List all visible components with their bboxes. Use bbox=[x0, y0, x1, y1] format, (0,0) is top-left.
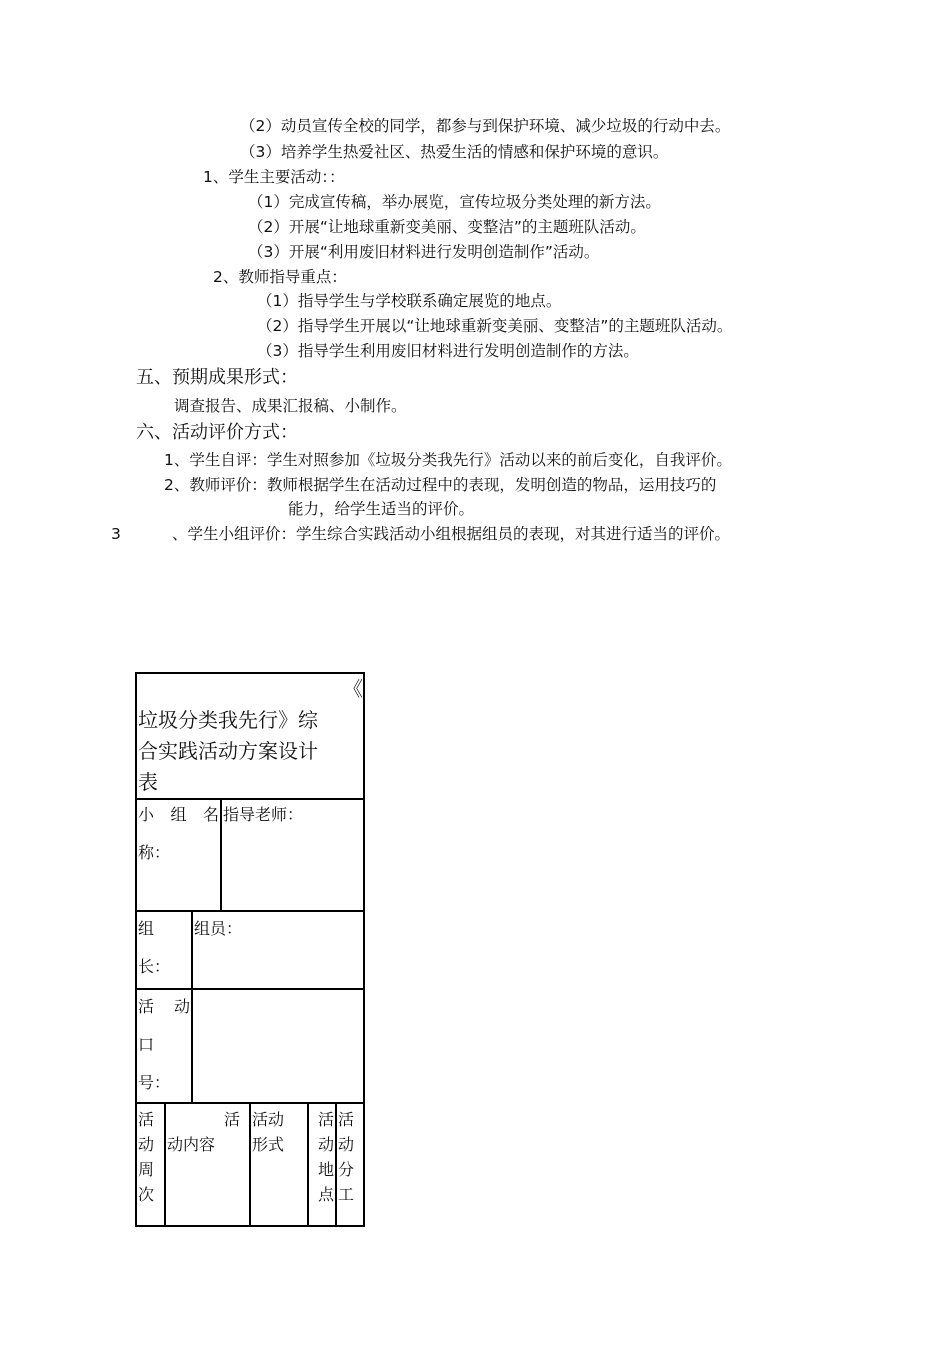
col-place-text: 活动地点 bbox=[317, 1110, 334, 1204]
evaluation-self: 1、学生自评：学生对照参加《垃圾分类我先行》活动以来的前后变化，自我评价。 bbox=[164, 451, 732, 469]
student-activities-heading: 1、学生主要活动：： bbox=[203, 168, 345, 186]
group-name-label: 小 组 名 称： bbox=[135, 798, 222, 912]
objective-2: （2）动员宣传全校的同学，都参与到保护环境、减少垃圾的行动中去。 bbox=[240, 117, 731, 135]
student-activity-2: （2）开展“让地球重新变美丽、变整洁”的主题班队活动。 bbox=[248, 218, 646, 236]
evaluation-teacher-cont: 能力，给学生适当的评价。 bbox=[288, 500, 475, 518]
form-title-line1: 垃圾分类我先行》综 bbox=[138, 708, 318, 732]
col-content-header: 活 动内容 bbox=[164, 1102, 251, 1227]
evaluation-group: 、学生小组评价：学生综合实践活动小组根据组员的表现，对其进行适当的评价。 bbox=[172, 525, 731, 543]
form-title-line3: 表 bbox=[138, 770, 158, 794]
objective-3: （3）培养学生热爱社区、热爱生活的情感和保护环境的意识。 bbox=[240, 143, 669, 161]
col-week-header: 活动周次 bbox=[135, 1102, 166, 1227]
section-5-heading: 五、预期成果形式： bbox=[136, 367, 298, 388]
teacher-guidance-3: （3）指导学生利用废旧材料进行发明创造制作的方法。 bbox=[257, 342, 639, 360]
advisor-field[interactable] bbox=[220, 798, 365, 912]
student-activity-3: （3）开展“利用废旧材料进行发明创造制作”活动。 bbox=[248, 243, 600, 261]
slogan-field[interactable] bbox=[191, 988, 365, 1104]
form-title bbox=[135, 672, 365, 800]
members-field[interactable] bbox=[191, 910, 365, 990]
slogan-label: 活 动 口 号： bbox=[135, 988, 193, 1104]
col-place-header bbox=[307, 1102, 337, 1227]
evaluation-teacher: 2、教师评价：教师根据学生在活动过程中的表现，发明创造的物品，运用技巧的 bbox=[164, 476, 717, 494]
form-title-bracket: 《 bbox=[343, 677, 363, 701]
col-form-header: 活动形式 bbox=[249, 1102, 309, 1227]
expected-results: 调查报告、成果汇报稿、小制作。 bbox=[174, 397, 407, 415]
advisor-label: 指导老师： bbox=[223, 805, 304, 824]
section-6-heading: 六、活动评价方式： bbox=[136, 422, 298, 443]
student-activity-1: （1）完成宣传稿，举办展览，宣传垃圾分类处理的新方法。 bbox=[248, 193, 661, 211]
members-label: 组员： bbox=[194, 919, 243, 938]
activity-plan-form bbox=[135, 672, 365, 1227]
form-title-line2: 合实践活动方案设计 bbox=[138, 739, 318, 763]
evaluation-group-number: 3 bbox=[111, 525, 121, 543]
teacher-guidance-2: （2）指导学生开展以“让地球重新变美丽、变整洁”的主题班队活动。 bbox=[257, 317, 733, 335]
col-division-header: 活动分工 bbox=[335, 1102, 365, 1227]
teacher-guidance-1: （1）指导学生与学校联系确定展览的地点。 bbox=[257, 292, 562, 310]
teacher-guidance-heading: 2、教师指导重点： bbox=[213, 268, 347, 286]
leader-label: 组 长： bbox=[135, 910, 193, 990]
